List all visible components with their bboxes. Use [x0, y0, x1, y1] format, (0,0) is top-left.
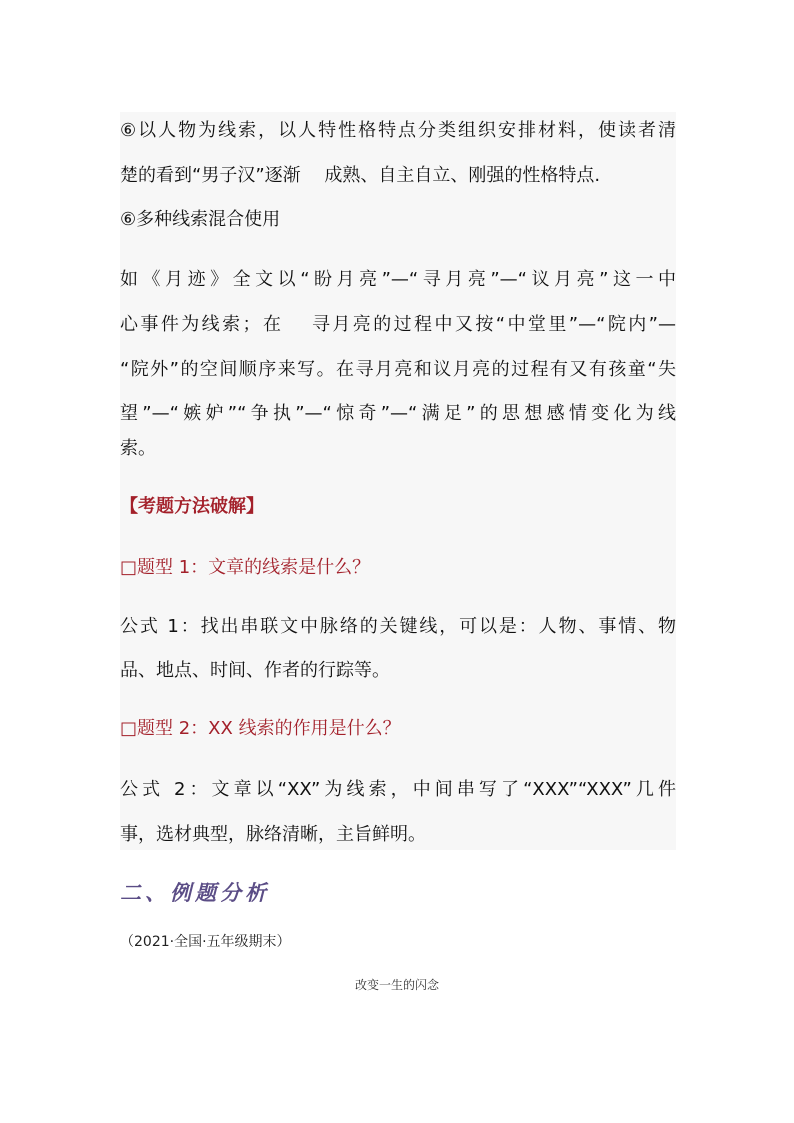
formula-1-line1: 公式 1：找出串联文中脉络的关键线，可以是：人物、事情、物	[120, 616, 676, 637]
question-source: （2021·全国·五年级期末）	[120, 934, 291, 950]
formula-2-line2: 事，选材典型，脉络清晰，主旨鲜明。	[120, 824, 426, 845]
para-example-line4: 望”—“嫉妒”“争执”—“惊奇”—“满足”的思想感情变化为线	[120, 403, 676, 424]
question-type-1: □题型 1：文章的线索是什么？	[120, 557, 371, 578]
article-title: 改变一生的闪念	[354, 978, 439, 992]
method-heading: 【考题方法破解】	[120, 496, 264, 517]
para-example-line2: 心事件为线索；在 寻月亮的过程中又按“中堂里”—“院内”—	[120, 314, 676, 335]
para-mixed-clue: ⑥多种线索混合使用	[120, 209, 281, 230]
para-example-line3: “院外”的空间顺序来写。在寻月亮和议月亮的过程有又有孩童“失	[120, 359, 676, 380]
para-clue-person-line1: ⑥以人物为线索，以人特性格特点分类组织安排材料，使读者清	[120, 120, 676, 141]
formula-2-line1: 公式 2：文章以“XX”为线索，中间串写了“XXX”“XXX”几件	[120, 779, 676, 800]
para-example-line1: 如《月迹》全文以“盼月亮”—“寻月亮”—“议月亮”这一中	[120, 269, 676, 290]
formula-1-line2: 品、地点、时间、作者的行踪等。	[120, 660, 390, 681]
para-clue-person-line2: 楚的看到“男子汉”逐渐 成熟、自主自立、刚强的性格特点.	[120, 165, 601, 186]
question-type-2: □题型 2：XX 线索的作用是什么？	[120, 718, 401, 739]
para-example-line5: 索。	[120, 438, 156, 459]
section-title: 二、例题分析	[120, 880, 270, 905]
